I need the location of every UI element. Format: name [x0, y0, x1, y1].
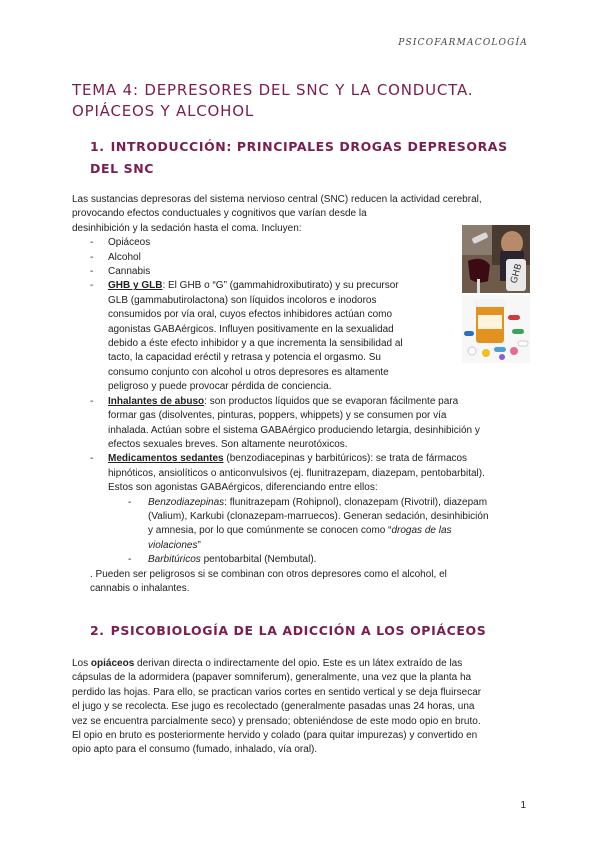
- page-number: 1: [520, 800, 526, 811]
- paragraph-line: el jugo y se recolecta. Ese jugo es recolectado (generalmente pasadas unas 24 horas, una: [72, 701, 475, 713]
- paragraph-line: cápsulas de la adormidera (papaver somniferum), generalmente, una vez que la planta ha: [72, 672, 472, 684]
- paragraph-line: El opio en bruto es posteriormente hervido y colado (para quitar impurezas) y convertido en: [72, 730, 478, 742]
- ghb-term: GHB y GLB: [108, 280, 163, 292]
- list-item: - Opiáceos: [90, 236, 462, 250]
- section-2-body: [72, 657, 534, 758]
- title-line-2: OPIÁCEOS Y ALCOHOL: [72, 102, 254, 120]
- list-item-ghb: - GHB y GLB: El GHB o “G” (gammahidroxibutirato) y su precursor GLB (gammabutirolactona) son líquidos incoloros e inodoros consumidos por vía oral, cuyos efectos inhibidores actúan como agonistas GABAérgicos. Influyen positivamente en la sexualidad debido a éste efecto inhibidor y a que incrementa la sensibilidad al tacto, la capacidad eréctil y retrasa y potencia el orgasmo. Su consumo conjunto con alcohol u otros depresores es altamente peligroso y puede provocar pérdida de conciencia.: [90, 279, 462, 394]
- list-item: - Cannabis: [90, 265, 462, 279]
- running-header: PSICOFARMACOLOGÍA: [398, 38, 528, 48]
- sublist-item-barbituricos: - Barbitúricos pentobarbital (Nembutal).: [128, 553, 534, 567]
- section-2-heading: [90, 620, 530, 642]
- benzo-term: Benzodiazepinas: [148, 496, 225, 508]
- document-title: [72, 80, 542, 122]
- opiaceos-term: opiáceos: [90, 658, 135, 669]
- title-line-1: TEMA 4: DEPRESORES DEL SNC Y LA CONDUCTA.: [72, 81, 474, 99]
- inhalantes-term: Inhalantes de abuso: [108, 395, 205, 407]
- drug-list: [90, 236, 462, 394]
- paragraph-line: perdido las hojas. Para ello, se practican varios cortes en sentido vertical y se deja fluirsecar: [72, 686, 482, 698]
- intro-line-1: Las sustancias depresoras del sistema nervioso central (SNC) reducen la actividad cerebral,: [72, 194, 482, 205]
- medicamentos-term: Medicamentos sedantes: [108, 453, 224, 465]
- barbi-term: Barbitúricos: [148, 554, 201, 566]
- section-1-number: 1.: [90, 139, 105, 154]
- intro-line-3: desinhibición y la sedación hasta el coma. Incluyen:: [72, 222, 302, 234]
- sedantes-sublist: [128, 496, 534, 568]
- paragraph-line: Los opiáceos derivan directa o indirectamente del opio. Este es un látex extraído de las: [72, 658, 463, 669]
- section-2-number: 2.: [90, 623, 105, 638]
- list-item-medicamentos: - Medicamentos sedantes (benzodiacepinas y barbitúricos): se trata de fármacos hipnóticos, ansiolíticos o anticonvulsivos (ej. flunitrazepam, diazepam, pentobarbital). Estos son agonistas GABAérgicos, diferenciando entre ellos: - Benzodiazepinas: flunitrazepam (Rohipnol), clonazepam (Rivotril), diazepam (Valium), Karkubi (clonazepam-marruecos). Generan sedación, desinhibición y amnesia, por lo que comúnmente se conocen como “drogas de las violaciones” - Barbitúricos pentobarbital (Nembutal).: [90, 452, 534, 567]
- section-2-title: PSICOBIOLOGÍA DE LA ADICCIÓN A LOS OPIÁCEOS: [110, 623, 487, 638]
- section-1-body: [72, 193, 534, 596]
- paragraph-line: vez se encuentra parcialmente seco) y prensado; obteniéndose de este modo opio en bruto.: [72, 715, 481, 727]
- drug-list-continued: [90, 395, 534, 597]
- section-1-title: INTRODUCCIÓN: PRINCIPALES DROGAS DEPRESORAS DEL SNC: [90, 139, 508, 176]
- list-item: - Alcohol: [90, 251, 462, 265]
- section-1-heading: [90, 136, 530, 180]
- paragraph-line: opio apto para el consumo (fumado, inhalado, vía oral).: [72, 744, 318, 756]
- intro-line-2: provocando efectos conductuales y cognitivos que varían desde la: [72, 208, 367, 220]
- sublist-item-benzodiazepinas: - Benzodiazepinas: flunitrazepam (Rohipnol), clonazepam (Rivotril), diazepam (Valium), Karkubi (clonazepam-marruecos). Generan sedación, desinhibición y amnesia, por lo que comúnmente se conocen como “drogas de las violaciones”: [128, 496, 534, 554]
- closing-note: . Pueden ser peligrosos si se combinan con otros depresores como el alcohol, el cannabis o inhalantes.: [90, 568, 447, 594]
- list-item-inhalantes: - Inhalantes de abuso: son productos líquidos que se evaporan fácilmente para formar gas (disolventes, pinturas, poppers, whippets) y se consumen por vía inhalada. Actúan sobre el sistema GABAérgico produciendo letargia, desinhibición y efectos sexuales breves. Son altamente neurotóxicos.: [90, 395, 534, 453]
- svg-text:GHB: GHB: [509, 262, 525, 285]
